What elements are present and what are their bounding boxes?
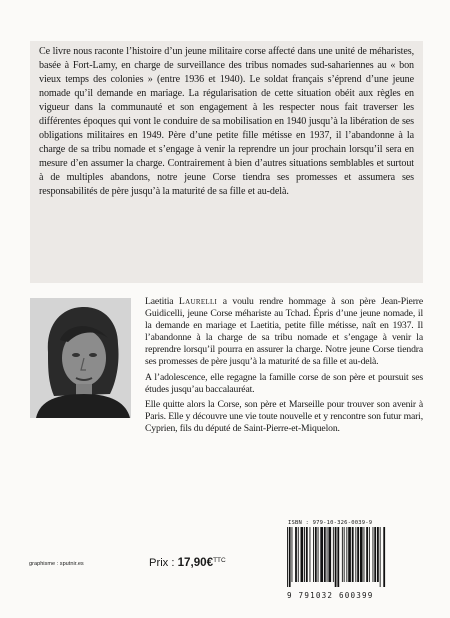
barcode-bar: [373, 527, 374, 582]
barcode-bar: [364, 527, 365, 582]
summary-box: [30, 41, 423, 283]
barcode-bar: [342, 527, 343, 582]
isbn-label: ISBN : 979-10-326-0039-9: [288, 520, 373, 526]
price-label: Prix :: [149, 557, 175, 569]
barcode-number: 9 791032 600399: [287, 591, 374, 600]
bio-paragraph-3: Elle quitte alors la Corse, son père et Marseille pour trouver son avenir à Paris. Elle y découvre une vie toute nouvelle et y rencontre son futur mari, Cyprien, fils du député de Saint-Pierre-et-Miquelon.: [145, 398, 423, 434]
barcode-bar: [355, 527, 356, 582]
barcode-bar: [369, 527, 370, 582]
barcode-bar: [327, 527, 328, 582]
barcode-bar: [320, 527, 323, 582]
bio-paragraph-2: A l’adolescence, elle regagne la famille corse de son père et poursuit ses études jusqu’au baccalauréat.: [145, 371, 423, 395]
barcode-bar: [380, 527, 381, 587]
barcode-bar: [377, 527, 379, 582]
barcode-bar: [360, 527, 363, 582]
barcode-bar: [287, 527, 288, 587]
design-credit: graphisme : sputnir.es: [29, 561, 84, 567]
author-portrait-image: [30, 298, 131, 418]
bio-paragraph-1: [145, 296, 423, 369]
barcode-bar: [328, 527, 331, 582]
barcode-bar: [335, 527, 337, 587]
author-bio: [145, 296, 423, 438]
barcode-bar: [324, 527, 326, 582]
barcode-bar: [318, 527, 319, 582]
bio-paragraph-1-text: a voulu rendre hommage à son père Jean-Pierre Guidicelli, jeune Corse méhariste au Tchad. Épris d’une jeune nomade, il la demande en mariage et Laetitia, petite fille métisse, naît en 1937. Il l’abandonne à la charge de sa tribu nomade et s’engage à venir la reprendre lorsqu’il pourra en assurer la charge. Notre jeune Corse tiendra ses promesses de père jusqu’à la maturité de sa fille et au-delà.: [145, 296, 423, 368]
barcode-bar: [313, 527, 314, 582]
barcode-bar: [298, 527, 299, 582]
barcode-bar: [306, 527, 308, 582]
barcode-bar: [295, 527, 297, 582]
barcode-bar: [301, 527, 304, 582]
barcode-bar: [346, 527, 347, 582]
barcode-bar: [289, 527, 291, 587]
barcode-bar: [383, 527, 385, 587]
price: [149, 556, 226, 569]
barcode-bar: [357, 527, 359, 582]
barcode-bar: [292, 527, 293, 582]
barcode-bar: [304, 527, 305, 582]
author-first-name: Laetitia: [145, 296, 174, 307]
author-last-name: Laurelli: [178, 296, 218, 307]
summary-text: Ce livre nous raconte l’histoire d’un jeune militaire corse affecté dans une unité de méharistes, basée à Fort-Lamy, en charge de surveillance des tribus nomades sud-sahariennes au « bon vieux temps des colonies » (entre 1936 et 1940). Le soldat français s’éprend d’une jeune nomade qu’il demande en mariage. La régularisation de cette situation obéit aux règles en vigueur dans la communauté et son engagement à les respecter nous fait traverser les différentes époques qui vont le conduire de sa mobilisation en 1940 jusqu’à la libération de ses obligations militaires en 1949. Père d’une petite fille métisse en 1937, il l’abandonne à la charge de sa tribu nomade et s’engage à venir la reprendre un jour prochain lorsqu’il sera en mesure d’en assumer la charge. Contrairement à bien d’autres situations semblables et surtout à de multiples abandons, notre jeune Corse tiendra ses promesses et assumera ses responsabilités de père jusqu’à la maturité de sa fille et au-delà.: [39, 46, 414, 198]
barcode-bar: [333, 527, 334, 582]
barcode-bar: [348, 527, 351, 582]
barcode-bar: [344, 527, 345, 582]
author-photo: [30, 298, 131, 418]
barcode-area: [285, 520, 425, 600]
barcode-bar: [310, 527, 311, 582]
barcode-bar: [337, 527, 339, 587]
barcode-bar: [352, 527, 354, 582]
barcode-bar: [366, 527, 368, 582]
price-value: 17,90€: [177, 556, 214, 569]
barcode-bar: [374, 527, 376, 582]
barcode: [285, 527, 421, 587]
price-ttc: TTC: [213, 557, 226, 564]
barcode-bar: [315, 527, 317, 582]
